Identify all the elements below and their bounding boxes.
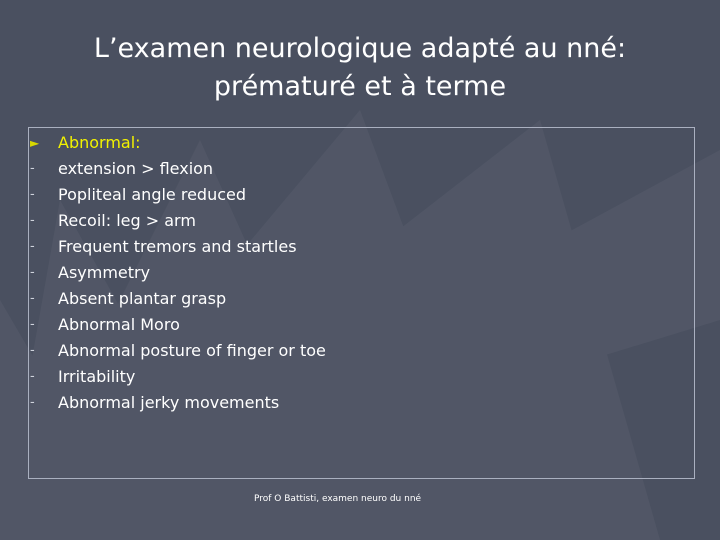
dash-bullet-icon: -: [30, 369, 35, 384]
list-item-text: Irritability: [58, 367, 136, 386]
title-line-1: L’examen neurologique adapté au nné:: [93, 33, 627, 64]
slide-footer: Prof O Battisti, examen neuro du nné: [254, 494, 422, 504]
list-item: [30, 156, 326, 182]
list-item: [30, 338, 326, 364]
dash-bullet-icon: -: [30, 317, 35, 332]
list-item: [30, 260, 326, 286]
list-item: [30, 130, 326, 156]
list-item-text: Asymmetry: [58, 263, 151, 282]
dash-bullet-icon: -: [30, 161, 35, 176]
dash-bullet-icon: -: [30, 343, 35, 358]
dash-bullet-icon: -: [30, 239, 35, 254]
list-item: [30, 234, 326, 260]
list-item: [30, 286, 326, 312]
list-item: [30, 182, 326, 208]
list-item-text: extension > flexion: [58, 159, 214, 178]
arrow-bullet-icon: ►: [30, 136, 40, 150]
dash-bullet-icon: -: [30, 213, 35, 228]
list-item-text: Abnormal posture of finger or toe: [58, 341, 326, 360]
list-item: [30, 208, 326, 234]
dash-bullet-icon: -: [30, 187, 35, 202]
slide-title: [0, 30, 720, 106]
dash-bullet-icon: -: [30, 291, 35, 306]
dash-bullet-icon: -: [30, 395, 35, 410]
bullet-list: [30, 130, 326, 416]
list-item-text: Popliteal angle reduced: [58, 185, 247, 204]
list-item-text: Absent plantar grasp: [58, 289, 227, 308]
dash-bullet-icon: -: [30, 265, 35, 280]
list-item: [30, 390, 326, 416]
list-item-text: Abnormal:: [58, 133, 141, 152]
title-line-2: prématuré et à terme: [213, 71, 507, 102]
list-item-text: Frequent tremors and startles: [58, 237, 297, 256]
list-item: [30, 364, 326, 390]
list-item: [30, 312, 326, 338]
list-item-text: Abnormal jerky movements: [58, 393, 280, 412]
list-item-text: Abnormal Moro: [58, 315, 180, 334]
list-item-text: Recoil: leg > arm: [58, 211, 196, 230]
